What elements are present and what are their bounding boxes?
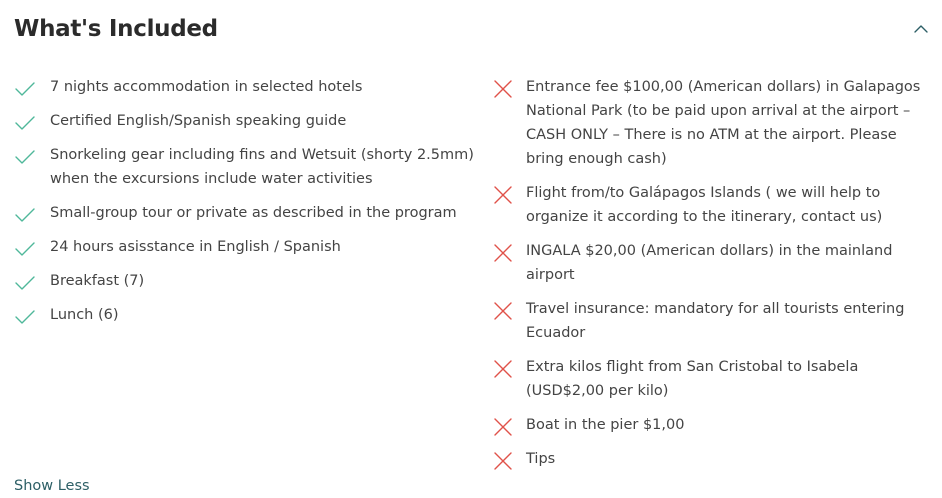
included-item [14,109,474,133]
check-icon [14,79,36,99]
check-icon [14,273,36,293]
excluded-item-label: Flight from/to Galápagos Islands ( we will help to organize it according to the itinerary, contact us) [526,185,883,225]
included-item-label: Breakfast (7) [50,273,145,289]
x-icon [492,359,514,379]
x-icon [492,417,514,437]
x-icon [492,451,514,471]
show-less-link[interactable]: Show Less [14,478,90,494]
check-icon [14,113,36,133]
excluded-item-label: INGALA $20,00 (American dollars) in the mainland airport [526,243,893,283]
excluded-item [490,413,935,437]
check-icon [14,205,36,225]
included-item [14,269,474,293]
included-item-label: Certified English/Spanish speaking guide [50,113,347,129]
x-icon [492,79,514,99]
check-icon [14,147,36,167]
check-icon [14,239,36,259]
check-icon [14,307,36,327]
included-item-label: Small-group tour or private as described in the program [50,205,457,221]
excluded-item [490,355,935,403]
included-item-label: Lunch (6) [50,307,119,323]
included-item-label: 7 nights accommodation in selected hotels [50,79,363,95]
excluded-item-label: Tips [526,451,556,467]
included-item [14,143,474,191]
excluded-item-label: Boat in the pier $1,00 [526,417,685,433]
included-item-label: 24 hours asisstance in English / Spanish [50,239,341,255]
included-item [14,75,474,99]
x-icon [492,185,514,205]
excluded-item [490,297,935,345]
included-list [14,75,474,337]
excluded-item-label: Entrance fee $100,00 (American dollars) in Galapagos National Park (to be paid upon arrival at the airport – CASH ONLY – There is no ATM at the airport. Please bring enough cash) [526,79,921,167]
included-item [14,235,474,259]
excluded-item [490,181,935,229]
chevron-up-icon[interactable] [911,21,931,37]
excluded-item [490,75,935,171]
excluded-item-label: Extra kilos flight from San Cristobal to Isabela (USD$2,00 per kilo) [526,359,859,399]
included-item-label: Snorkeling gear including fins and Wetsuit (shorty 2.5mm) when the excursions include water activities [50,147,474,187]
excluded-item [490,447,935,471]
x-icon [492,301,514,321]
included-item [14,201,474,225]
excluded-item-label: Travel insurance: mandatory for all tourists entering Ecuador [526,301,905,341]
excluded-item [490,239,935,287]
excluded-list [490,75,935,481]
x-icon [492,243,514,263]
included-item [14,303,474,327]
section-title: What's Included [14,16,218,42]
